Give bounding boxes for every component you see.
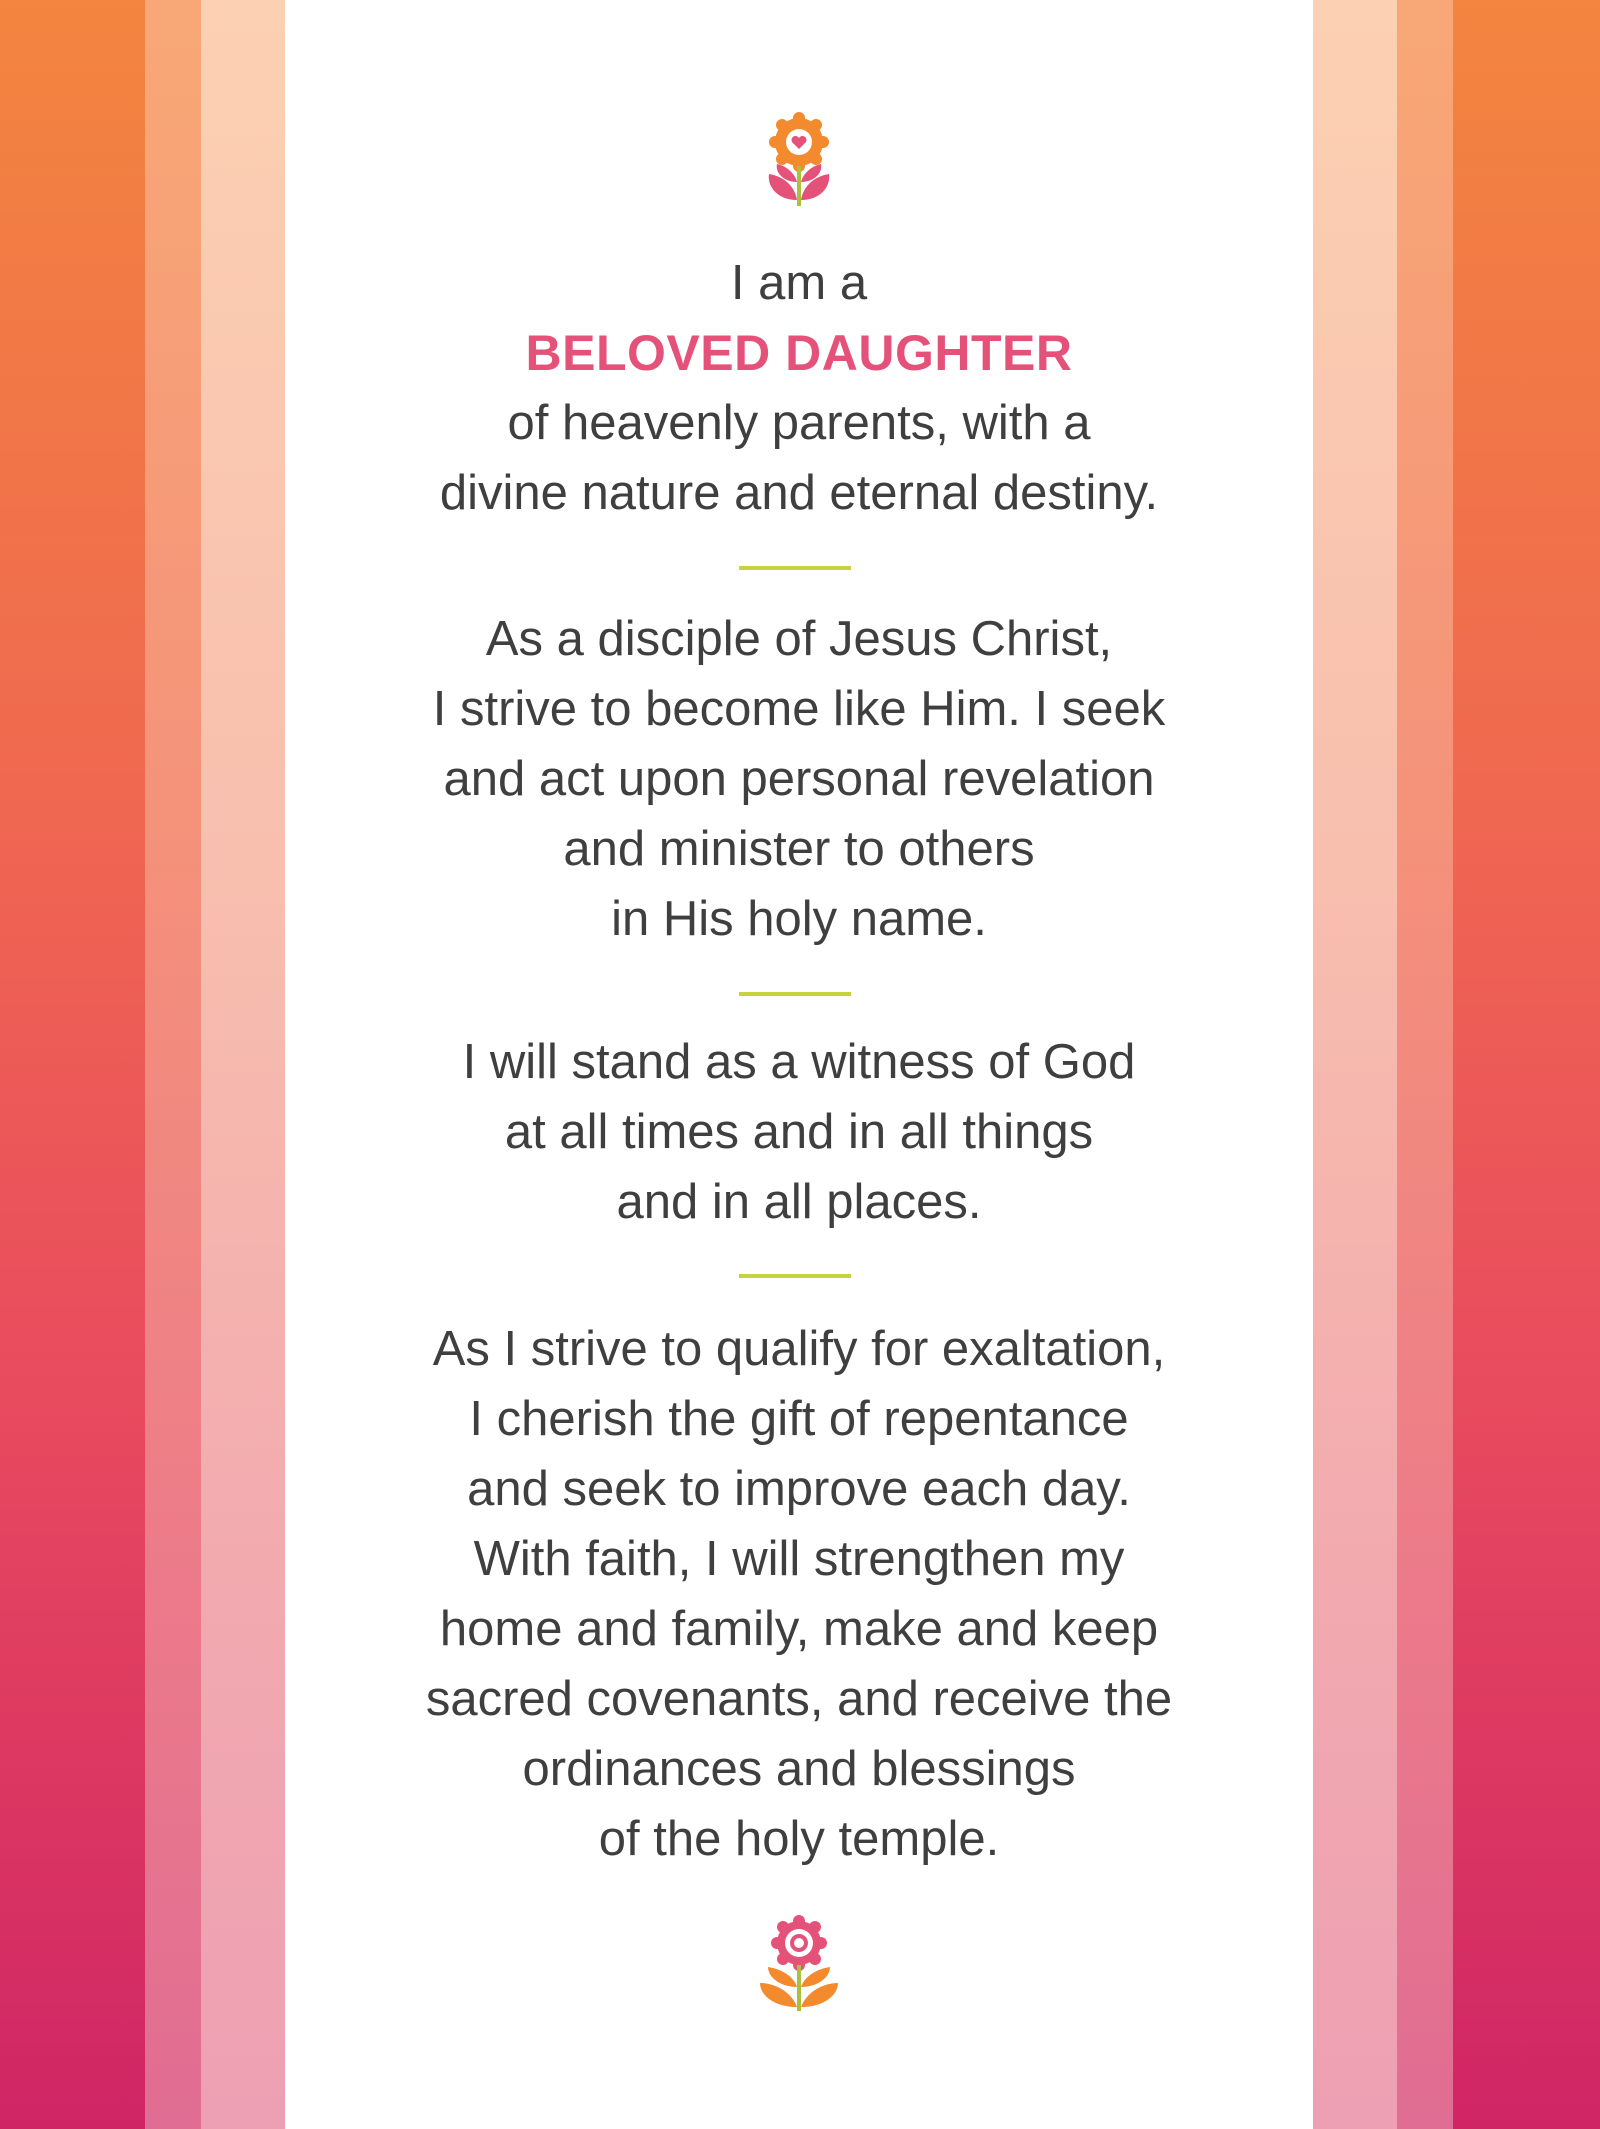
witness-line: I will stand as a witness of God xyxy=(462,1035,1136,1089)
discipleship-line: As a disciple of Jesus Christ, xyxy=(485,612,1113,666)
section-identity xyxy=(285,248,1313,528)
theme-card xyxy=(285,0,1313,2129)
exaltation-line: ordinances and blessings xyxy=(522,1742,1076,1796)
exaltation-line: With faith, I will strengthen my xyxy=(473,1532,1125,1586)
section-discipleship xyxy=(285,604,1313,954)
right-outer-band xyxy=(1397,0,1453,2129)
exaltation-line: and seek to improve each day. xyxy=(467,1462,1131,1516)
witness-line: and in all places. xyxy=(616,1175,982,1229)
intro-line: I am a xyxy=(730,256,868,310)
discipleship-line: I strive to become like Him. I seek xyxy=(432,682,1166,736)
witness-line: at all times and in all things xyxy=(504,1105,1094,1159)
exaltation-line: I cherish the gift of repentance xyxy=(469,1392,1129,1446)
left-outer-band xyxy=(145,0,201,2129)
divider-1 xyxy=(739,566,851,570)
section-exaltation xyxy=(285,1314,1313,1874)
discipleship-line: and act upon personal revelation xyxy=(443,752,1155,806)
identity-line-3: of heavenly parents, with a xyxy=(507,396,1091,450)
exaltation-line: of the holy temple. xyxy=(598,1812,1000,1866)
identity-line-4: divine nature and eternal destiny. xyxy=(439,466,1159,520)
divider-3 xyxy=(739,1274,851,1278)
beloved-daughter-heading: BELOVED DAUGHTER xyxy=(525,325,1073,381)
bottom-flower-icon xyxy=(285,1915,1313,2020)
exaltation-line: sacred covenants, and receive the xyxy=(425,1672,1173,1726)
exaltation-line: home and family, make and keep xyxy=(439,1602,1159,1656)
discipleship-line: in His holy name. xyxy=(611,892,987,946)
section-witness xyxy=(285,1027,1313,1237)
discipleship-line: and minister to others xyxy=(563,822,1035,876)
right-inner-band xyxy=(1313,0,1397,2129)
top-flower-icon xyxy=(285,110,1313,215)
divider-2 xyxy=(739,992,851,996)
exaltation-line: As I strive to qualify for exaltation, xyxy=(432,1322,1166,1376)
left-inner-band xyxy=(201,0,285,2129)
